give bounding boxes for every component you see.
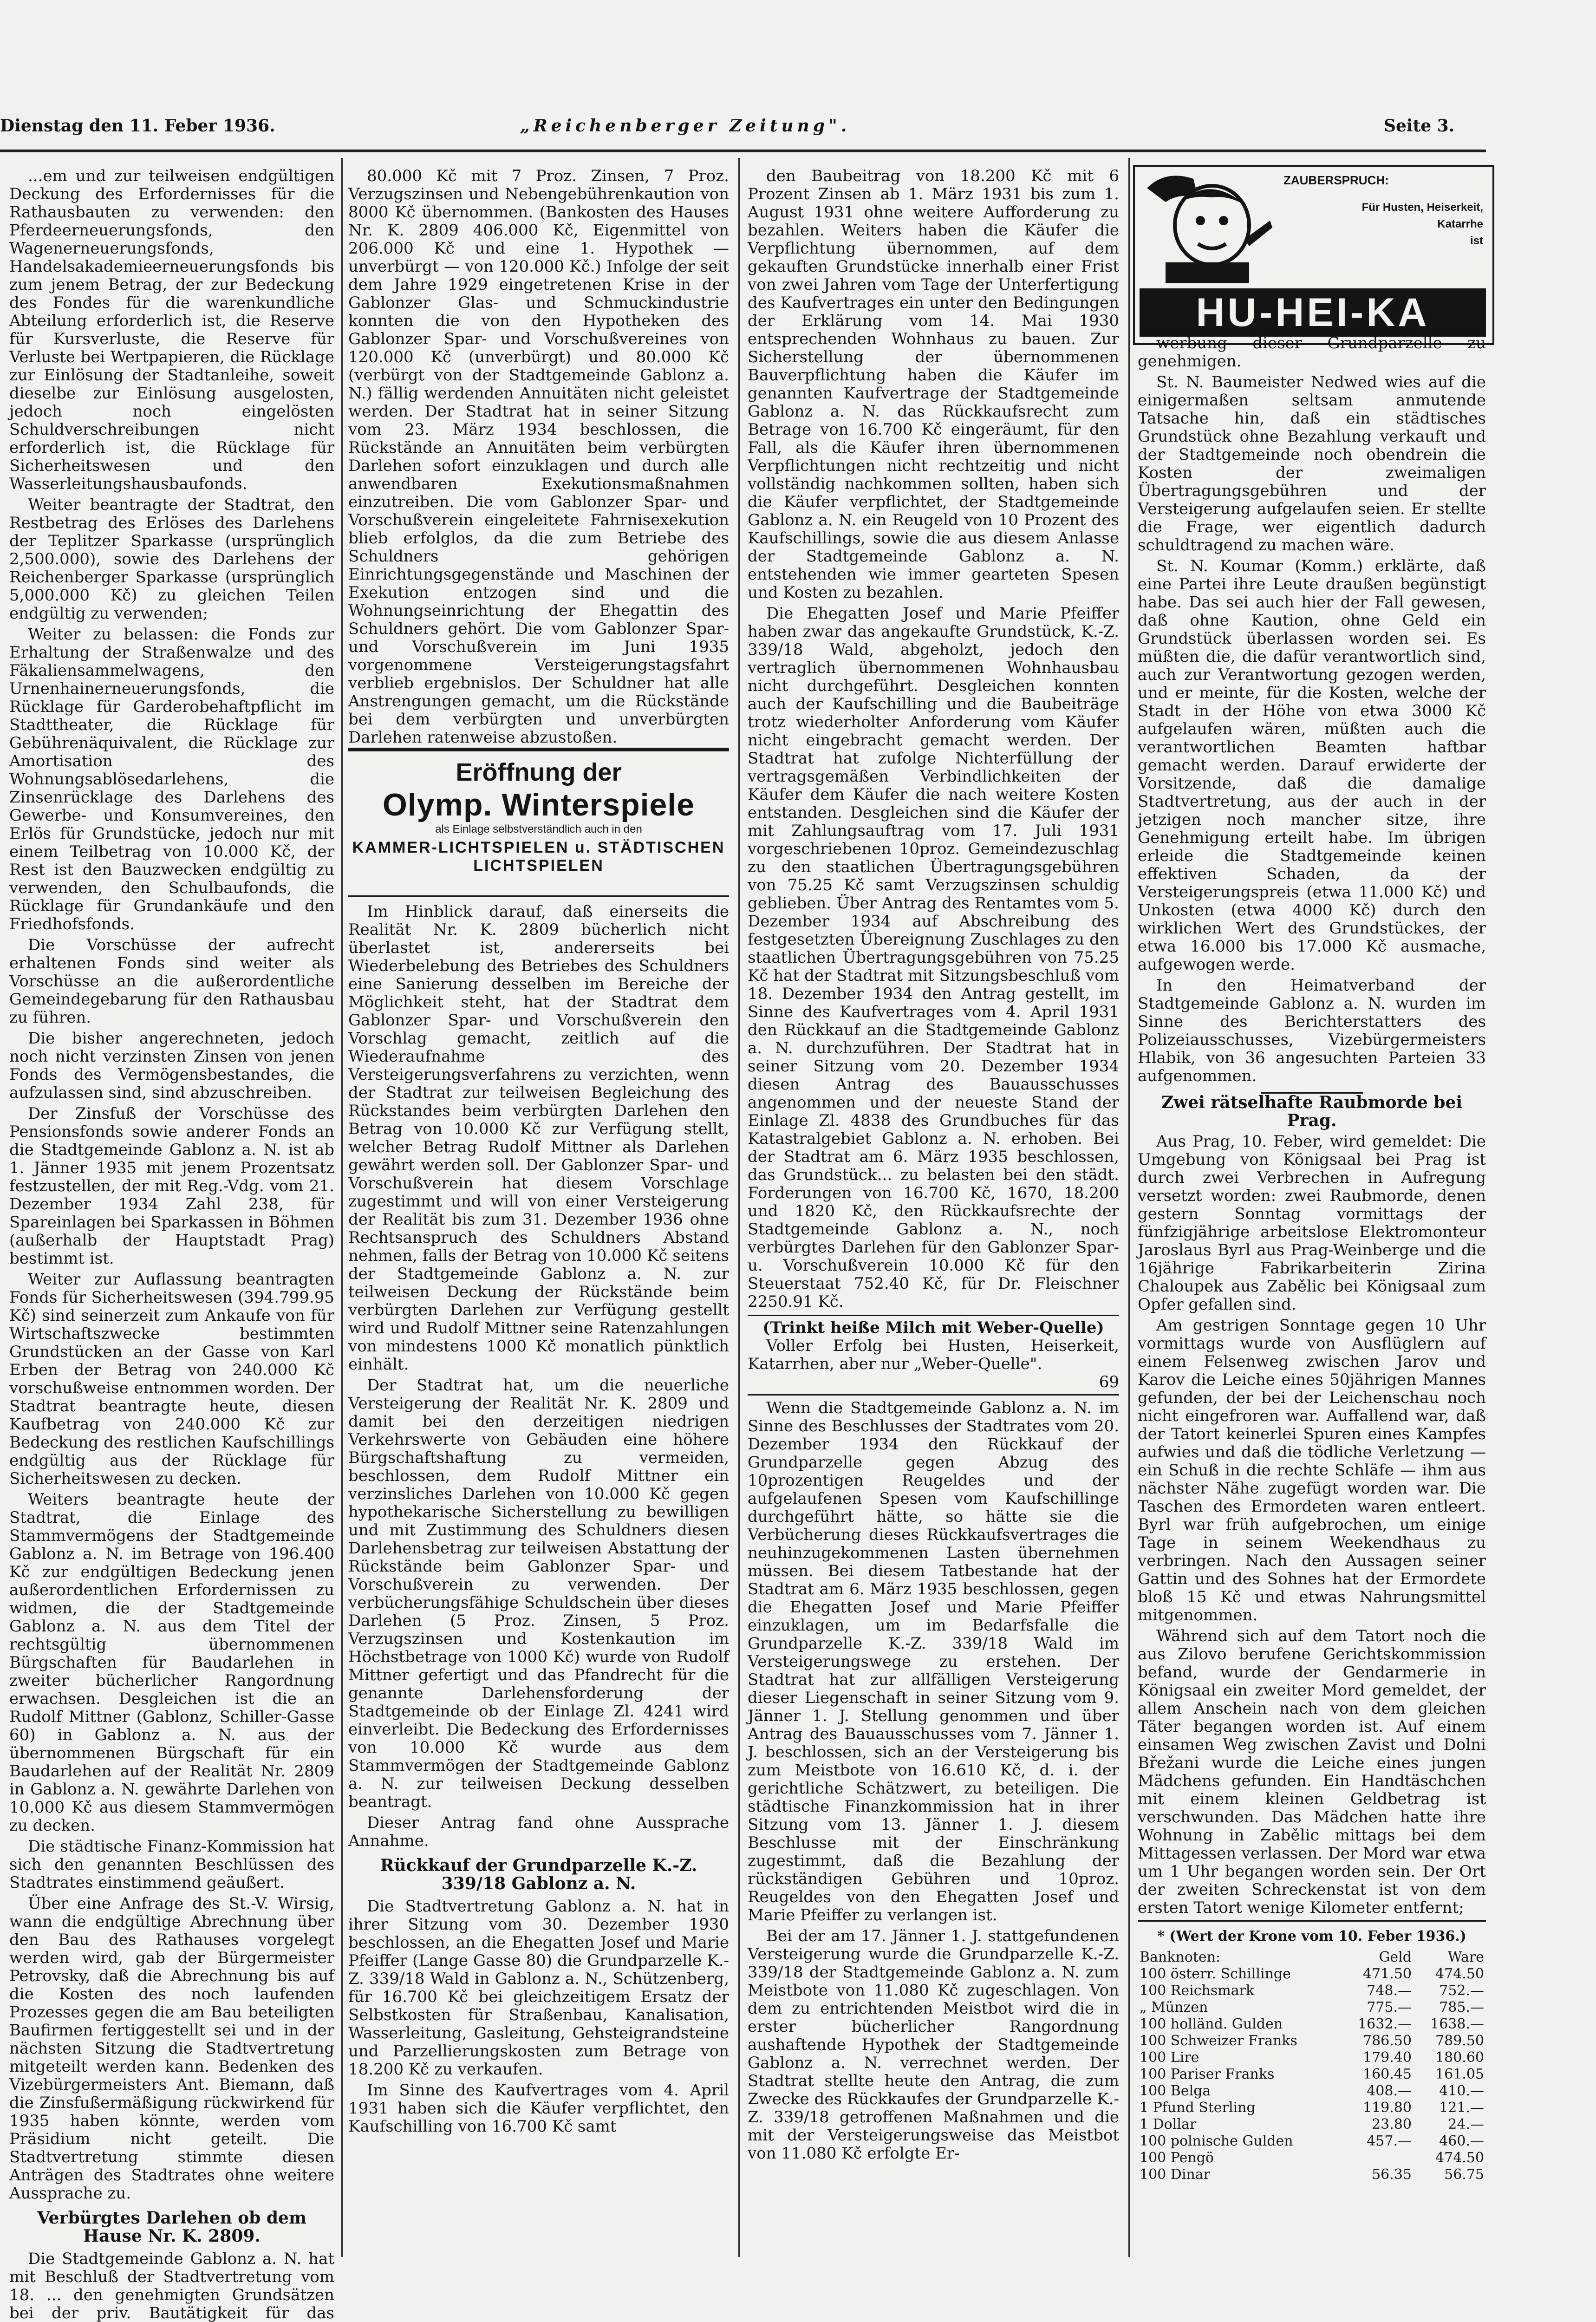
- table-cell: 1 Dollar: [1140, 2116, 1197, 2133]
- section-heading: Zwei rätselhafte Raubmorde bei Prag.: [1161, 1093, 1463, 1130]
- exchange-rates-title: * (Wert der Krone vom 10. Feber 1936.): [1138, 1920, 1486, 1945]
- column-divider: [1128, 158, 1130, 2257]
- table-cell: 748.—: [1367, 1983, 1412, 1999]
- column-divider: [341, 158, 343, 2257]
- table-cell: 1632.—: [1358, 2016, 1412, 2032]
- paragraph: Die Stadtgemeinde Gablonz a. N. hat mit Beschluß der Stadtvertretung vom 18. ... den genehmigten Grundsätzen bei der priv. Bautätigkeit für das: [9, 2250, 334, 2322]
- table-cell: 24.—: [1448, 2116, 1484, 2133]
- table-cell: 100 Dinar: [1140, 2166, 1210, 2183]
- paragraph: Weiter zu belassen: die Fonds zur Erhaltung der Straßenwalze und des Fäkaliensammelwagens, den Urnenhainerneuerungsfonds, die Rücklage für Garderobehaftpflicht im Stadttheater, die Rücklage für Gebührenäquivalent, die Rücklage zur Amortisation des Wohnungsablösedarlehens, die Zinsenrücklage des Darlehens des Gewerbe- und Konsumvereines, den Erlös für Grundstücke, jedoch nur mit einem Teilbetrag von 10.000 Kč, der Rest ist den Bauzwecken endgültig zu verwenden, den Schulbaufonds, die Rücklage für Grundankäufe und den Friedhofsfonds.: [9, 625, 334, 933]
- table-cell: 100 Schweizer Franks: [1140, 2033, 1297, 2049]
- paragraph: Die Ehegatten Josef und Marie Pfeiffer haben zwar das angekaufte Grundstück, K.-Z. 339/18 Wald, abgeholzt, jedoch den vertraglich übernommenen Wohnhausbau nicht durchgeführt. Desgleichen konnten auch der Kaufschilling und die Baubeiträge trotz wiederholter Anforderung vom Käufer nicht eingebracht gemacht werden. Der Stadtrat hat zufolge Nichterfüllung der vertragsgemäßen Verbindlichkeiten der Käufer dem Käufer die nach weitere Kosten entstanden. Desgleichen sind die Käufer der mit Zahlungsauftrag vom 17. Juli 1931 vorgeschriebenen 10proz. Gemeindezuschlag zu den staatlichen Übertragungsgebühren von 75.25 Kč samt Verzugszinsen schuldig geblieben. Über Antrag des Rentamtes vom 5. Dezember 1934 auf Abschreibung des festgesetzten Übereignung Zuschlages zu den staatlichen Übertragungsgebühren von 75.25 Kč hat der Stadtrat mit Sitzungsbeschluß vom 18. Dezember 1934 den Antrag gestellt, im Sinne des Kaufvertrages vom 4. April 1931 den Rückkauf an die Stadtgemeinde Gablonz a. N. durchzuführen. Der Stadtrat hat in seiner Sitzung vom 20. Dezember 1934 diesen Antrag des Bauausschusses angenommen und der neueste Stand der Einlage Zl. 4838 des Grundbuches für das Katastralgebiet Gablonz a. N. erhoben. Bei der Stadtrat am 6. März 1935 beschlossen, das Grundstück... zu belasten bei den städt. Forderungen von 16.700 Kč, 1670, 18.200 und 1820 Kč, den Rückkaufsrechte der Stadtgemeinde Gablonz a. N., noch verbürgtes Darlehen für den Gablonzer Spar- u. Vorschußverein 10.000 Kč für den Steuerstaat 752.40 Kč, für Dr. Fleischner 2250.91 Kč.: [748, 604, 1119, 1311]
- table-cell: 457.—: [1367, 2133, 1412, 2149]
- table-cell: 410.—: [1439, 2083, 1484, 2099]
- table-cell: 23.80: [1372, 2116, 1412, 2133]
- table-cell: 786.50: [1363, 2033, 1412, 2049]
- table-cell: 161.05: [1435, 2066, 1484, 2082]
- small-ad-title: (Trinkt heiße Milch mit Weber-Quelle): [762, 1318, 1104, 1337]
- small-ad: [748, 1315, 1119, 1396]
- exchange-rates-body: [1138, 1966, 1486, 2183]
- article-column-2: [348, 167, 729, 2248]
- table-cell: 100 Reichsmark: [1140, 1983, 1255, 1999]
- paragraph: den Baubeitrag von 18.200 Kč mit 6 Prozent Zinsen ab 1. März 1931 bis zum 1. August 1931 ohne weitere Aufforderung zu bezahlen. Weiters haben die Käufer die Verpflichtung übernommen, auf dem gekauften Grundstücke innerhalb einer Frist von zwei Jahren vom Tage der Unterfertigung des Kaufvertrages ein unter den Bedingungen der Erklärung vom 14. Mai 1930 entsprechenden Wohnhaus zu bauen. Zur Sicherstellung der übernommenen Bauverpflichtung haben die Käufer im genannten Kaufvertrage der Stadtgemeinde Gablonz a. N. das Rückkaufsrecht zum Betrage von 16.700 Kč eingeräumt, für den Fall, als die Käufer ihren übernommenen Verpflichtungen nicht rechtzeitig und nicht vollständig nachkommen sollten, haben sich die Käufer verpflichtet, der Stadtgemeinde Gablonz a. N. ein Reugeld von 10 Prozent des Kaufschillings, sowie die aus diesem Anlasse der Stadtgemeinde Gablonz a. N. entstehenden wie immer gearteten Spesen und Kosten zu bezahlen.: [748, 167, 1119, 602]
- section-heading: Verbürgtes Darlehen ob dem Hause Nr. K. 2809.: [37, 2208, 307, 2246]
- paragraph: Die städtische Finanz-Kommission hat sich den genannten Beschlüssen des Stadtrates einstimmend geäußert.: [9, 1837, 334, 1892]
- table-row: [1138, 2133, 1486, 2150]
- ad-line: Katarrhe: [1437, 218, 1483, 230]
- paragraph: Am gestrigen Sonntage gegen 10 Uhr vormittags wurde von Ausflüglern auf einem Felsenweg zwischen Jarov und Karov die Leiche eines 50jährigen Mannes gefunden, der bei der Leichenschau noch nicht eingefroren war. Auffallend war, daß der Tatort keinerlei Spuren eines Kampfes aufwies und daß die tödliche Verletzung — ein Schuß in die rechte Schläfe — ihm aus nächster Nähe zugefügt worden war. Die Taschen des Ermordeten waren entleert. Byrl war früh aufgebrochen, um einige Tage in seinem Weekendhaus zu verbringen. Nach den Aussagen seiner Gattin und des Sohnes hat der Ermordete bloß 15 Kč und etwas Nahrungsmittel mitgenommen.: [1138, 1316, 1486, 1624]
- header-page-number: Seite 3.: [1384, 116, 1455, 136]
- paragraph: Weiters beantragte heute der Stadtrat, die Einlage des Stammvermögens der Stadtgemeinde Gablonz a. N. im Betrage von 196.400 Kč zur endgültigen Bedeckung jenen außerordentlichen Erfordernissen zu widmen, die der Stadtgemeinde Gablonz a. N. aus dem Titel der rechtsgültig übernommenen Bürgschaften für Baudarlehen in zweiter bücherlicher Rangordnung erwachsen. Desgleichen ist die an Rudolf Mittner (Gablonz, Schiller-Gasse 60) in Gablonz a. N. aus der übernommenen Bürgschaft für ein Baudarlehen auf der Realität Nr. 2809 in Gablonz a. N. gewährte Darlehen von 10.000 Kč aus diesem Stammvermögen zu decken.: [9, 1490, 334, 1835]
- table-cell: 408.—: [1367, 2083, 1412, 2099]
- cartoon-figure-icon: [1138, 170, 1277, 286]
- ad-text: [1288, 199, 1483, 249]
- table-row: [1138, 2083, 1486, 2100]
- table-row: [1138, 2016, 1486, 2033]
- table-row: [1138, 1983, 1486, 1999]
- table-cell: 1638.—: [1430, 2016, 1484, 2032]
- table-cell: 100 österr. Schillinge: [1140, 1966, 1291, 1982]
- paragraph: Dieser Antrag fand ohne Aussprache Annahme.: [348, 1813, 729, 1850]
- header-paper-title: „Reichenberger Zeitung".: [520, 116, 851, 136]
- header-rule: [0, 150, 1486, 152]
- ad-slogan: ZAUBERSPRUCH:: [1283, 173, 1389, 187]
- paragraph: Bei der am 17. Jänner 1. J. stattgefundenen Versteigerung wurde die Grundparzelle K.-Z. 339/18 der Stadtgemeinde Gablonz a. N. zum Meistbote von 11.080 Kč zugeschlagen. Von dem zu entrichtenden Meistbot wird die in erster bücherlicher Rangordnung aushaftende Hypothek der Stadtgemeinde Gablonz a. N. verrechnet werden. Der Stadtrat stellte heute den Antrag, die zum Zwecke des Rückkaufes der Grundparzelle K.-Z. 339/18 getroffenen Maßnahmen und die mit der Versteigerungsweise das Meistbot von 11.080 Kč erfolgte Er-: [748, 1927, 1119, 2163]
- table-cell: 100 Belga: [1140, 2083, 1211, 2099]
- paragraph: 80.000 Kč mit 7 Proz. Zinsen, 7 Proz. Verzugszinsen und Nebengebührenkaution von 8000 Kč übernommen. (Bankosten des Hauses Nr. K. 2809 406.000 Kč, Eigenmittel von 206.000 Kč und eine 1. Hypothek — unverbürgt — von 120.000 Kč.) Infolge der seit dem Jahre 1929 eingetretenen Krise in der Gablonzer Glas- und Schmuckindustrie konnten die von den Hypotheken des Gablonzer Spar- und Vorschußvereines von 120.000 Kč (unverbürgt) und 80.000 Kč (verbürgt von der Stadtgemeinde Gablonz a. N.) fällig werdenden Annuitäten nicht geleistet werden. Der Stadtrat hat in seiner Sitzung vom 23. März 1934 beschlossen, die Rückstände an Annuitäten beim verbürgten Darlehen sofort einzuklagen und durch alle anwendbaren Exekutionsmaßnahmen einzutreiben. Die vom Gablonzer Spar- und Vorschußverein eingeleitete Fahrnisexekution blieb erfolglos, da die zum Betriebe des Schuldners gehörigen Einrichtungsgegenstände und Maschinen der Exekution entzogen sind und die Wohnungseinrichtung der Ehegattin des Schuldners gehört. Die vom Gablonzer Spar- und Vorschußverein im Juni 1935 vorgenommene Versteigerungstagsfahrt verblieb ergebnislos. Der Schuldner hat alle Anstrengungen gemacht, um die Rückstände bei dem verbürgten und unverbürgten Darlehen ratenweise abzustoßen.: [348, 167, 729, 747]
- table-cell: 100 Pariser Franks: [1140, 2066, 1275, 2082]
- page-header: [0, 116, 1481, 144]
- olympic-cinema-ad: [348, 748, 729, 897]
- table-cell: 121.—: [1439, 2100, 1484, 2116]
- table-cell: [1341, 2150, 1414, 2166]
- table-cell: 752.—: [1439, 1983, 1484, 1999]
- article-column-3: [748, 167, 1119, 2248]
- table-header: Ware: [1447, 1949, 1484, 1965]
- paragraph: Die bisher angerechneten, jedoch noch nicht verzinsten Zinsen von jenen Fonds des Vermögensbestandes, die aufzulassen sind, sind abzuschreiben.: [9, 1029, 334, 1102]
- paragraph: Weiter zur Auflassung beantragten Fonds für Sicherheitswesen (394.799.95 Kč) sind seinerzeit zum Ankaufe von für Wirtschaftszwecke bestimmten Grundstücken an der Gasse von Karl Erben der Betrag von 240.000 Kč vorschußweise entnommen worden. Der Stadtrat beantragte heute, diesen Kaufbetrag von 240.000 Kč zur Bedeckung des restlichen Kaufschillings endgültig aus der Rücklage für Sicherheitswesen zu decken.: [9, 1270, 334, 1488]
- paragraph: Im Hinblick darauf, daß einerseits die Realität Nr. K. 2809 bücherlich nicht überlastet ist, andererseits bei Wiederbelebung des Betriebes des Schuldners eine Sanierung desselben im Bereiche der Möglichkeit steht, hat der Stadtrat dem Gablonzer Spar- und Vorschußverein den Vorschlag gemacht, zeitlich auf die Wiederaufnahme des Versteigerungsverfahrens zu verzichten, wenn der Stadtrat zur teilweisen Begleichung des Rückstandes beim verbürgten Darlehen den Betrag von 10.000 Kč zur Verfügung stellt, welcher Betrag Rudolf Mittner als Darlehen gewährt werden soll. Der Gablonzer Spar- und Vorschußverein hat diesem Vorschlage zugestimmt und will von einer Versteigerung der Realität bis zum 31. Dezember 1936 ohne Rechtsanspruch des Schuldners Abstand nehmen, falls der Betrag von 10.000 Kč seitens der Stadtgemeinde Gablonz a. N. zur teilweisen Deckung der Rückstände beim verbürgten Darlehen zur Verfügung gestellt wird und Rudolf Mittner seine Ratenzahlungen von mindestens 1000 Kč monatlich pünktlich einhält.: [348, 902, 729, 1374]
- paragraph: Über eine Anfrage des St.-V. Wirsig, wann die endgültige Abrechnung über den Bau des Rathauses vorgelegt werden wird, gab der Bürgermeister Petrovsky, daß die Abrechnung bis auf die Kosten des noch laufenden Prozesses gegen die am Bau beteiligten Baufirmen fertiggestellt sei und in der nächsten Sitzung die Stadtvertretung mitgeteilt werden kann. Bedenken des Vizebürgermeisters Ant. Biemann, daß die Zinsfußermäßigung rückwirkend für 1935 haben könnte, werden vom Präsidium nicht geteilt. Die Stadtvertretung stimmte diesen Anträgen des Stadtrates ohne weitere Aussprache zu.: [9, 1894, 334, 2203]
- table-cell: 179.40: [1363, 2049, 1412, 2066]
- ad-headline: Olymp. Winterspiele: [382, 787, 695, 822]
- table-row: [1138, 1999, 1486, 2016]
- section-heading: Rückkauf der Grundparzelle K.-Z. 339/18 Gablonz a. N.: [380, 1856, 697, 1893]
- paragraph: In den Heimatverband der Stadtgemeinde Gablonz a. N. wurden im Sinne des Berichterstatters des Polizeiausschusses, Vizebürgermeisters Hlabik, von 36 angesuchten Parteien 33 aufgenommen.: [1138, 976, 1486, 1085]
- paragraph: Während sich auf dem Tatort noch die aus Zilovo berufene Gerichtskommission befand, wurde der Gendarmerie in Königsaal ein zweiter Mord gemeldet, der allem Anschein nach von dem gleichen Täter begangen worden ist. Auf einem einsamen Weg zwischen Zavist und Dolni Břežani wurde die Leiche eines jungen Mädchens gefunden. Ein Handtäschchen mit einem kleinen Geldbetrag ist verschwunden. Das Mädchen hatte ihre Wohnung in Zabělic mittags bei dem Mittagessen verlassen. Der Mord war etwa um 1 Uhr begangen worden sein. Der Ort der zweiten Schreckenstat ist von dem ersten Tatort wenige Kilometer entfernt;: [1138, 1627, 1486, 1917]
- table-cell: 119.80: [1363, 2100, 1412, 2116]
- table-cell: 56.75: [1444, 2166, 1484, 2183]
- table-row: [1138, 2033, 1486, 2049]
- hu-hei-ka-ad: [1133, 165, 1494, 345]
- ad-line: ist: [1470, 235, 1483, 247]
- table-cell: 180.60: [1435, 2049, 1484, 2066]
- paragraph: Die Vorschüsse der aufrecht erhaltenen Fonds sind weiter als Vorschüsse an die außerordentliche Gemeindegebarung für den Rathausbau zu führen.: [9, 936, 334, 1027]
- paragraph: St. N. Koumar (Komm.) erklärte, daß eine Partei ihre Leute draußen begünstigt habe. Das sei auch hier der Fall gewesen, daß ohne Kaution, ohne Geld ein Grundstück überlassen worden sei. Es müßten die, die dafür verantwortlich sind, auch zur Verantwortung gezogen werden, und er meinte, für die Kosten, welche der Stadt in der Höhe von etwa 3000 Kč aufgelaufen wären, müßten auch die verantwortlichen Beamten haftbar gemacht werden. Darauf erwiderte der Vorsitzende, daß die damalige Stadtvertretung, aus der auch in der jetzigen noch mancher sitze, ihre Genehmigung erteilt habe. Im übrigen erleide die Stadtgemeinde keinen effektiven Schaden, da der Versteigerungspreis (etwa 11.000 Kč) und Unkosten (etwa 4000 Kč) durch den wirklichen Wert des Grundstückes, der etwa 16.000 bis 17.000 Kč ausmache, aufgewogen werde.: [1138, 557, 1486, 974]
- paragraph: St. N. Baumeister Nedwed wies auf die einigermaßen seltsam anmutende Tatsache hin, daß ein städtisches Grundstück ohne Bezahlung verkauft und der Stadtgemeinde noch obendrein die Kosten der zweimaligen Übertragungsgebühren und der Versteigerung aufgelaufen seien. Er stellte die Frage, wer eigentlich dadurch schuldtragend zu machen wäre.: [1138, 373, 1486, 554]
- table-cell: 160.45: [1363, 2066, 1412, 2082]
- paragraph: Die Stadtvertretung Gablonz a. N. hat in ihrer Sitzung vom 30. Dezember 1930 beschlossen, an die Ehegatten Josef und Marie Pfeiffer (Lange Gasse 80) die Grundparzelle K.-Z. 339/18 Wald in Gablonz a. N., Schützenberg, für 16.700 Kč bei gleichzeitigem Ersatz der Selbstkosten für Straßenbau, Kanalisation, Wasserleitung, Gasleitung, Gehsteigrandsteine und Parzellierungskosten zum Betrage von 18.200 Kč zu verkaufen.: [348, 1897, 729, 2079]
- article-column-1: [9, 167, 334, 2322]
- header-date: Dienstag den 11. Feber 1936.: [0, 116, 275, 136]
- paragraph: Der Stadtrat hat, um die neuerliche Versteigerung der Realität Nr. K. 2809 und damit bei den derzeitigen niedrigen Verkehrswerte von Gebäuden eine höhere Bürgschaftshaftung zu vermeiden, beschlossen, dem Rudolf Mittner ein verzinsliches Darlehen von 10.000 Kč gegen hypothekarische Sicherstellung zu bewilligen und mit Zustimmung des Schuldners diesen Darlehensbetrag zur teilweisen Abstattung der Rückstände beim Gablonzer Spar- und Vorschußverein zu verwenden. Der verbücherungsfähige Schuldschein über dieses Darlehen (5 Proz. Zinsen, 5 Proz. Verzugszinsen und Kostenkaution im Höchstbetrage von 1000 Kč) wurde von Rudolf Mittner gefertigt und das Pfandrecht für die genannte Darlehensforderung der Stadtgemeinde ob der Einlage Zl. 4241 wird einverleibt. Die Bedeckung des Erfordernisses von 10.000 Kč wurde aus dem Stammvermögen der Stadtgemeinde Gablonz a. N. zur teilweisen Deckung desselben beantragt.: [348, 1376, 729, 1811]
- column-divider: [738, 158, 740, 2257]
- ad-cinemas: KAMMER-LICHTSPIELEN u. STÄDTISCHEN LICHTSPIELEN: [352, 839, 725, 874]
- table-cell: 785.—: [1439, 1999, 1484, 2015]
- table-cell: 100 holländ. Gulden: [1140, 2016, 1283, 2032]
- table-row: [1138, 1966, 1486, 1983]
- table-cell: 474.50: [1435, 2150, 1484, 2166]
- table-cell: 100 polnische Gulden: [1140, 2133, 1293, 2149]
- table-cell: 460.—: [1439, 2133, 1484, 2149]
- ad-line: als Einlage selbstverständlich auch in den: [435, 823, 642, 835]
- table-cell: 1 Pfund Sterling: [1140, 2100, 1256, 2116]
- table-cell: 56.35: [1372, 2166, 1412, 2183]
- table-cell: 789.50: [1435, 2033, 1484, 2049]
- paragraph: ...em und zur teilweisen endgültigen Deckung des Erfordernisses für die Rathausbauten zu verwenden: den Pferdeerneuerungsfonds, den Wagenerneuerungsfonds, Handelsakademieerneuerungsfonds bis zum jenem Betrag, der zur Bedeckung des Fondes für die warenkundliche Abteilung erforderlich ist, die Reserve für Kursverluste, die Reserve für Verluste bei Wertpapieren, die Rücklage zur Einlösung der Stadtanleihe, soweit dieselbe zur Einlösung ausgelosten, jedoch noch eingelösten Schuldverschreibungen nicht erforderlich ist, die Rücklage für Sicherheitswesen und den Wasserleitungshausbaufonds.: [9, 167, 334, 493]
- paragraph: Im Sinne des Kaufvertrages vom 4. April 1931 haben sich die Käufer verpflichtet, den Kaufschilling von 16.700 Kč samt: [348, 2081, 729, 2136]
- table-cell: 474.50: [1435, 1966, 1484, 1982]
- table-header: Geld: [1379, 1949, 1412, 1965]
- paragraph: Weiter beantragte der Stadtrat, den Restbetrag des Erlöses des Darlehens der Teplitzer Sparkasse (ursprünglich 2,500.000), sowie des Darlehens der Reichenberger Sparkasse (ursprünglich 5,000.000 Kč) zu gleichen Teilen endgültig zu verwenden;: [9, 496, 334, 623]
- table-cell: „ Münzen: [1140, 1999, 1208, 2015]
- table-cell: 100 Pengö: [1140, 2150, 1214, 2166]
- table-header: Banknoten:: [1140, 1949, 1221, 1965]
- small-ad-number: 69: [1099, 1373, 1119, 1391]
- ad-brand-name: HU-HEI-KA: [1140, 288, 1486, 337]
- table-row: [1138, 2166, 1486, 2183]
- table-cell: 775.—: [1367, 1999, 1412, 2015]
- table-row: [1138, 2049, 1486, 2066]
- table-row: [1138, 2116, 1486, 2133]
- table-row: [1138, 2100, 1486, 2116]
- paragraph: werbung dieser Grundparzelle zu genehmigen.: [1138, 334, 1486, 371]
- table-cell: 100 Lire: [1140, 2049, 1199, 2066]
- paragraph: Aus Prag, 10. Feber, wird gemeldet: Die Umgebung von Königsaal bei Prag ist durch zwei Verbrechen in Aufregung versetzt worden: zwei Raubmorde, denen gestern Sonntag vormittags der fünfzigjährige arbeitslose Elektromonteur Jaroslaus Byrl aus Prag-Weinberge und die 16jährige Fabrikarbeiterin Zirina Chaloupek aus Zabělic bei Königsaal zum Opfer gefallen sind.: [1138, 1132, 1486, 1314]
- article-column-4: [1138, 334, 1486, 2322]
- table-row: [1138, 2066, 1486, 2083]
- small-ad-text: Voller Erfolg bei Husten, Heiserkeit, Katarrhen, aber nur „Weber-Quelle".: [748, 1337, 1119, 1373]
- ad-line: Eröffnung der: [456, 758, 622, 786]
- paragraph: Wenn die Stadtgemeinde Gablonz a. N. im Sinne des Beschlusses der Stadtrates vom 20. Dezember 1934 den Rückkauf der Grundparzelle gegen Abzug des 10prozentigen Reugeldes und der aufgelaufenen Spesen vom Kaufschillinge durchgeführt hätte, so hätte sie die Verbücherung dieses Rückkaufsvertrages die neuhinzugekommenen Lasten übernehmen müssen. Bei diesem Tatbestande hat der Stadtrat am 6. März 1935 beschlossen, gegen die Ehegatten Josef und Marie Pfeiffer einzuklagen, um im Bedarfsfalle die Grundparzelle K.-Z. 339/18 Wald im Versteigerungswege zu erstehen. Der Stadtrat hat zur allfälligen Versteigerung dieser Liegenschaft in seiner Sitzung vom 9. Jänner 1. J. Stellung genommen und über Antrag des Bauausschusses vom 7. Jänner 1. J. beschlossen, sich an der Versteigerung bis zum Meistbote von 16.610 Kč, d. i. der gerichtliche Schätzwert, zu beteiligen. Die städtische Finanzkommission hat in ihrer Sitzung vom 13. Jänner 1. J. diesem Beschlusse mit der Einschränkung zugestimmt, daß die Bezahlung der rückständigen Gebühren und 10proz. Reugeldes von den Ehegatten Josef und Marie Pfeiffer zu verlangen ist.: [748, 1399, 1119, 1924]
- exchange-rates-table: [1138, 1949, 1486, 2183]
- table-row: [1138, 2150, 1486, 2166]
- paragraph: Der Zinsfuß der Vorschüsse des Pensionsfonds sowie anderer Fonds an die Stadtgemeinde Gablonz a. N. ist ab 1. Jänner 1935 mit jenem Prozentsatz festzustellen, der mit Reg.-Vdg. vom 21. Dezember 1934 Zahl 238, für Spareinlagen bei Sparkassen in Böhmen (außerhalb der Hauptstadt Prag) bestimmt ist.: [9, 1104, 334, 1268]
- ad-line: Für Husten, Heiserkeit,: [1361, 201, 1483, 214]
- table-header-row: [1138, 1949, 1486, 1966]
- table-cell: 471.50: [1363, 1966, 1412, 1982]
